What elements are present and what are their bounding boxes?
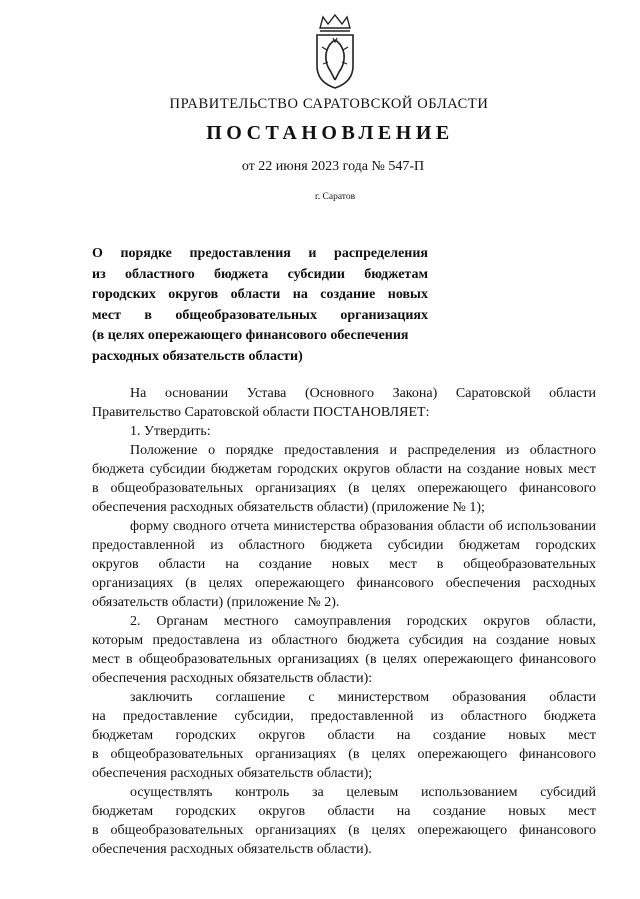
body-line: в общеобразовательных организациях (в целях опережающего финансового xyxy=(92,481,596,496)
subject-line: расходных обязательств области) xyxy=(92,348,303,364)
body-line: обеспечения расходных обязательств области); xyxy=(92,766,373,781)
body-line: обязательств области) (приложение № 2). xyxy=(92,595,340,610)
subject-line: О порядке предоставления и распределения xyxy=(92,246,428,261)
body-line: предоставленной из областного бюджета субсидии бюджетам городских xyxy=(92,538,596,553)
saratov-coat-of-arms-icon xyxy=(314,14,356,90)
body-line: 2. Органам местного самоуправления городских округов области, xyxy=(130,614,596,629)
body-line: осуществлять контроль за целевым использованием субсидий xyxy=(130,785,596,800)
body-line: на предоставление субсидии, предоставленной из областного бюджета xyxy=(92,709,596,724)
body-line: Правительство Саратовской области ПОСТАНОВЛЯЕТ: xyxy=(92,405,430,420)
body-line: организациях (в целях опережающего финансового обеспечения расходных xyxy=(92,576,596,591)
subject-line: (в целях опережающего финансового обеспечения xyxy=(92,328,409,343)
body-line: 1. Утвердить: xyxy=(130,424,211,439)
body-line: обеспечения расходных обязательств области): xyxy=(92,671,373,686)
body-line: мест в общеобразовательных организациях (в целях опережающего финансового xyxy=(92,652,596,667)
organization-title: ПРАВИТЕЛЬСТВО САРАТОВСКОЙ ОБЛАСТИ xyxy=(169,96,489,112)
document-type-heading: ПОСТАНОВЛЕНИЕ xyxy=(206,122,454,144)
body-line: обеспечения расходных обязательств области) (приложение № 1); xyxy=(92,500,485,515)
subject-line: городских округов области на создание новых xyxy=(92,287,428,302)
subject-line: из областного бюджета субсидии бюджетам xyxy=(92,266,428,282)
body-line: заключить соглашение с министерством образования области xyxy=(130,690,596,705)
body-line: округов области на создание новых мест в общеобразовательных xyxy=(92,557,596,572)
body-line: форму сводного отчета министерства образования области об использовании xyxy=(130,519,596,534)
body-line: в общеобразовательных организациях (в целях опережающего финансового xyxy=(92,823,596,838)
body-line: бюджетам городских округов области на создание новых мест xyxy=(92,728,596,743)
body-line: На основании Устава (Основного Закона) Саратовской области xyxy=(130,386,596,401)
body-line: бюджета субсидии бюджетам городских округов области на создание новых мест xyxy=(92,462,596,477)
body-line: Положение о порядке предоставления и распределения из областного xyxy=(130,443,596,458)
body-line: в общеобразовательных организациях (в целях опережающего финансового xyxy=(92,747,596,762)
resolution-body xyxy=(92,384,596,859)
resolution-subject xyxy=(92,244,428,367)
body-line: обеспечения расходных обязательств области). xyxy=(92,842,372,857)
date-and-number: от 22 июня 2023 года № 547-П xyxy=(241,159,425,174)
subject-line: мест в общеобразовательных организациях xyxy=(92,307,428,323)
body-line: бюджетам городских округов области на создание новых мест xyxy=(92,804,596,819)
body-line: которым предоставлена из областного бюджета субсидия на создание новых xyxy=(92,633,596,648)
city-label: г. Саратов xyxy=(314,192,356,202)
